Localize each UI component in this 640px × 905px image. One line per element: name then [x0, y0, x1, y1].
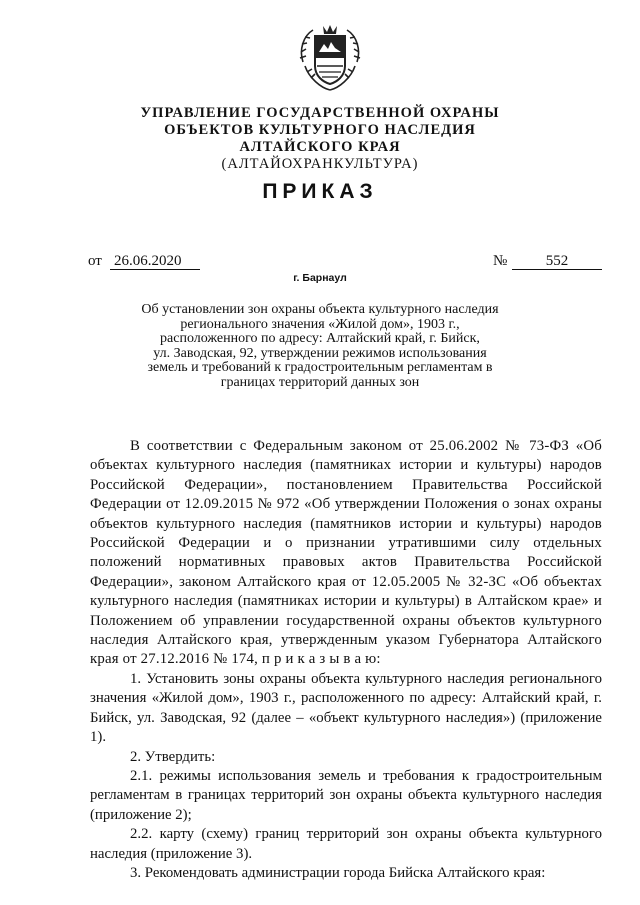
document-subject [80, 303, 560, 390]
org-name-line-2: ОБЪЕКТОВ КУЛЬТУРНОГО НАСЛЕДИЯ [164, 122, 476, 138]
item-3: 3. Рекомендовать администрации города Бийска Алтайского края: [130, 864, 546, 881]
subject-line: границах территорий данных зон [220, 374, 420, 390]
document-type: ПРИКАЗ [262, 180, 378, 203]
subject-line: земель и требований к градостроительным регламентам в [147, 360, 493, 375]
coat-of-arms-icon [295, 22, 365, 94]
preamble-paragraph: В соответствии с Федеральным законом от 25.06.2002 № 73-ФЗ «Об объектах культурного наследия (памятниках истории и культуры) народов Российской Федерации», постановлением Правительства Российской Федерации от 12.09.2015 № 972 «Об утверждении Положения о зонах охраны объектов культурного наследия (памятников истории и культуры) народов Российской Федерации и о признании утратившими силу отдельных положений нормативных правовых актов Правительства Российской Федерации», законом Алтайского края от 12.05.2005 № 32-ЗС «Об объектах культурного наследия (памятниках истории и культуры) в Алтайском крае» и Положением об управлении государственной охраны объектов культурного наследия Алтайского края, утвержденным указом Губернатора Алтайского края от 27.12.2016 № 174, п р и к а з ы в а ю: [90, 438, 602, 668]
org-name-line-1: УПРАВЛЕНИЕ ГОСУДАРСТВЕННОЙ ОХРАНЫ [140, 105, 500, 121]
city: г. Барнаул [293, 272, 347, 284]
item-2-2: 2.2. карту (схему) границ территорий зон охраны объекта культурного наследия (приложение 3). [90, 826, 602, 862]
item-2-1: 2.1. режимы использования земель и требования к градостроительным регламентам в границах территорий зон охраны объекта культурного наследия (приложение 2); [90, 767, 602, 823]
number-prefix: № [493, 253, 508, 269]
subject-line: Об установлении зон охраны объекта культурного наследия [141, 302, 499, 317]
date-prefix: от [88, 253, 102, 269]
item-1: 1. Установить зоны охраны объекта культурного наследия регионального значения «Жилой дом», 1903 г., расположенного по адресу: Алтайский край, г. Бийск, ул. Заводская, 92 (далее – «объект культурного наследия») (приложение 1). [90, 670, 602, 746]
subject-line: регионального значения «Жилой дом», 1903 г., [180, 316, 460, 332]
document-number: 552 [512, 253, 602, 270]
subject-line: ул. Заводская, 92, утверждении режимов использования [153, 345, 487, 361]
subject-line: расположенного по адресу: Алтайский край, г. Бийск, [160, 331, 480, 346]
org-name-line-3: АЛТАЙСКОГО КРАЯ [239, 139, 401, 155]
document-date: 26.06.2020 [110, 253, 200, 270]
document-body [90, 437, 602, 883]
item-2: 2. Утвердить: [130, 748, 216, 765]
org-short-name: (АЛТАЙОХРАНКУЛЬТУРА) [221, 156, 419, 172]
